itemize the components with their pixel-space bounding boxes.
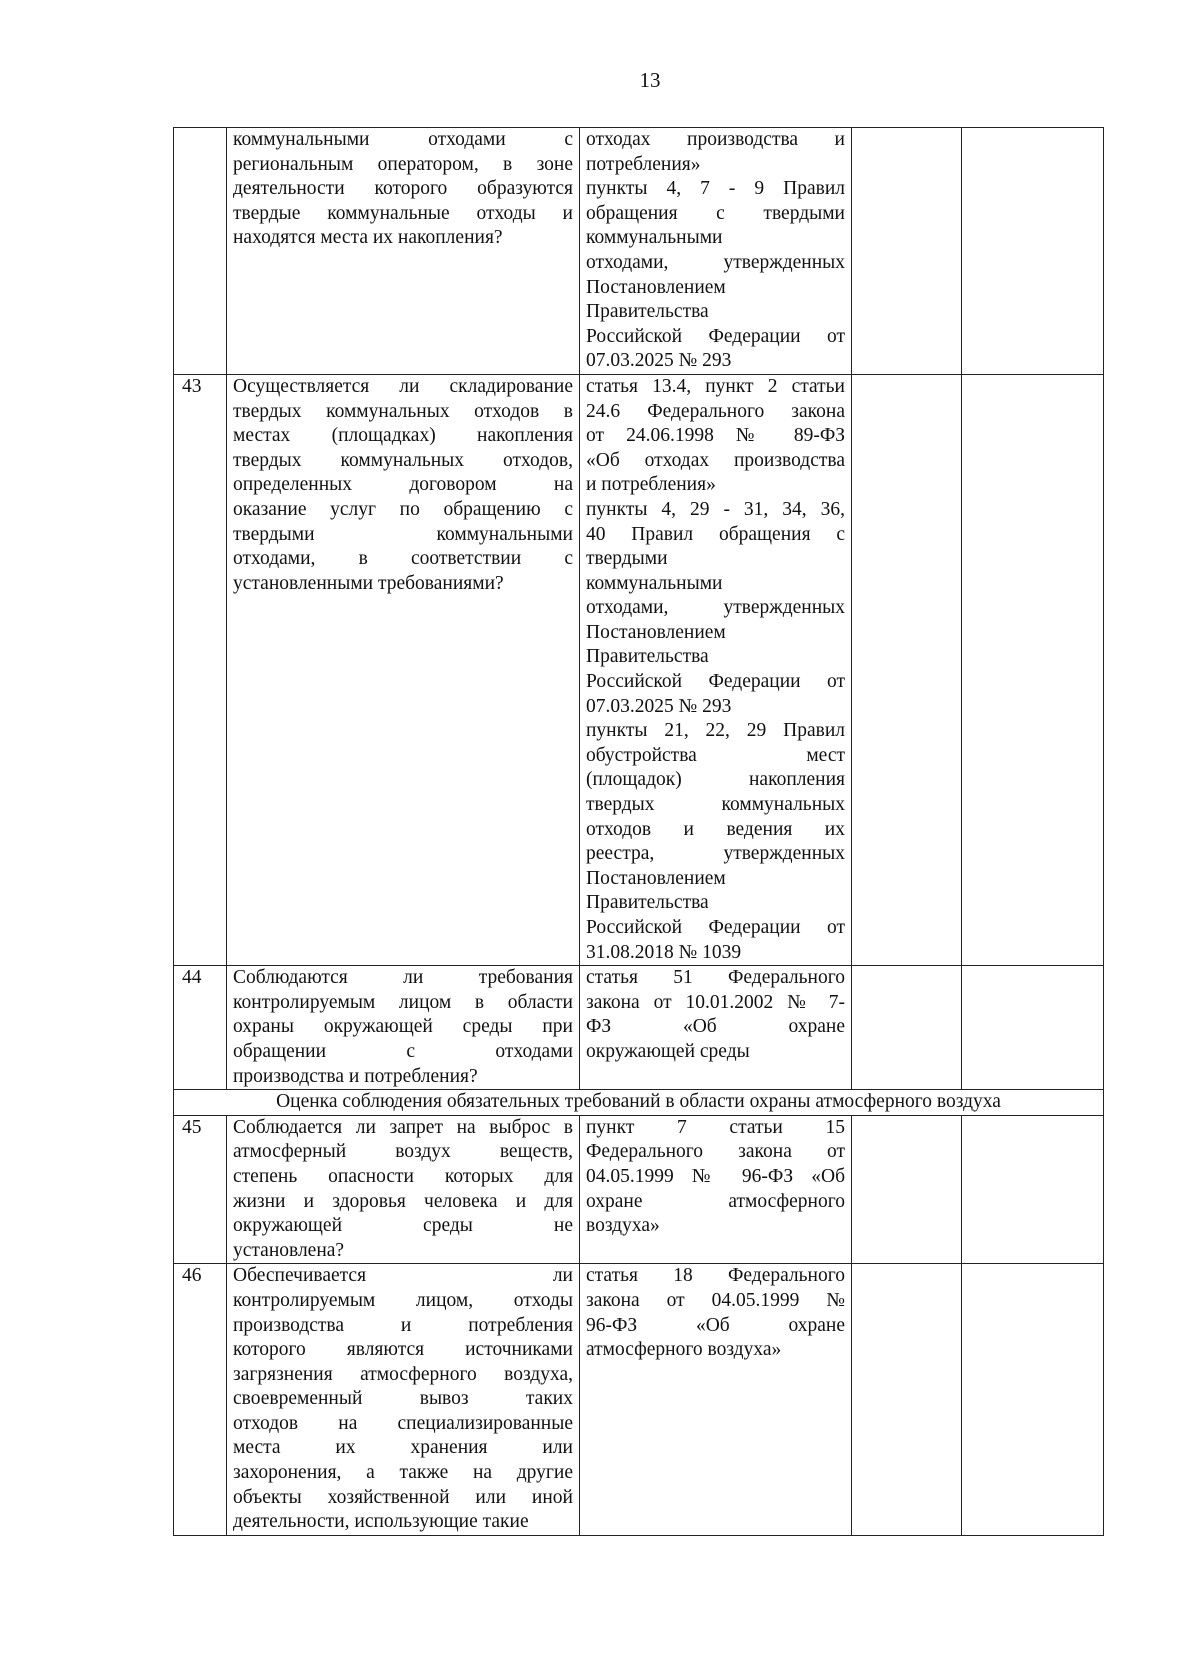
legal-reference <box>580 1115 852 1264</box>
reference-line: 96-ФЗ «Об охране <box>586 1314 845 1336</box>
legal-reference <box>580 374 852 965</box>
reference-line: Постановлением <box>586 867 726 889</box>
question-line: места их хранения или <box>233 1437 573 1459</box>
reference-line: (площадок) накопления <box>586 769 845 791</box>
legal-reference <box>580 128 852 375</box>
reference-line: Правительства <box>586 646 709 668</box>
question-line: деятельности, использующие такие <box>233 1511 529 1533</box>
reference-line: пункты 4, 29 - 31, 34, 36, <box>586 498 845 520</box>
section-header-body <box>174 1090 1104 1116</box>
answer-cell[interactable] <box>852 374 962 965</box>
reference-line: статья 13.4, пункт 2 статьи <box>586 375 845 397</box>
question-line: определенных договором на <box>233 474 573 496</box>
question-line: своевременный вывоз таких <box>233 1388 573 1410</box>
question-line: производства и потребления <box>233 1314 573 1336</box>
reference-line: пункты 4, 7 - 9 Правил <box>586 178 845 200</box>
reference-line: статья 18 Федерального <box>586 1265 845 1287</box>
reference-line: отходами, утвержденных <box>586 597 845 619</box>
question-line: твердых коммунальных отходов в <box>233 400 573 422</box>
table-row <box>174 1264 1104 1536</box>
reference-line: Постановлением <box>586 621 726 643</box>
question-line: местах (площадках) накопления <box>233 425 573 447</box>
question-line: загрязнения атмосферного воздуха, <box>233 1363 573 1385</box>
note-cell[interactable] <box>962 1115 1104 1264</box>
reference-line: Правительства <box>586 892 709 914</box>
page-number: 13 <box>639 68 661 92</box>
row-number: 46 <box>174 1264 227 1536</box>
question-line: атмосферный воздух веществ, <box>233 1141 573 1163</box>
reference-line: Правительства <box>586 301 709 323</box>
reference-line: твердыми <box>586 548 668 570</box>
question-line: охраны окружающей среды при <box>233 1016 573 1038</box>
question-line: оказание услуг по обращению с <box>233 498 573 520</box>
reference-line: закона от 04.05.1999 № <box>586 1289 845 1311</box>
answer-cell[interactable] <box>852 1264 962 1536</box>
reference-line: 24.6 Федерального закона <box>586 400 845 422</box>
row-number: 45 <box>174 1115 227 1264</box>
question-line: твердые коммунальные отходы и <box>233 202 573 224</box>
reference-line: Федерального закона от <box>586 1141 845 1163</box>
question-line: контролируемым лицом в области <box>233 991 573 1013</box>
reference-line: обращения с твердыми <box>586 202 845 224</box>
question-line: установлена? <box>233 1239 345 1261</box>
note-cell[interactable] <box>962 128 1104 375</box>
question-line: Соблюдается ли запрет на выброс в <box>233 1116 573 1138</box>
reference-line: «Об отходах производства <box>586 449 845 471</box>
table-row <box>174 374 1104 965</box>
reference-line: отходов и ведения их <box>586 818 845 840</box>
question-line: отходами, в соответствии с <box>233 548 573 570</box>
reference-line: атмосферного воздуха» <box>586 1339 782 1361</box>
question-line: твердых коммунальных отходов, <box>233 449 573 471</box>
question-line: окружающей среды не <box>233 1215 573 1237</box>
reference-line: Российской Федерации от <box>586 325 845 347</box>
note-cell[interactable] <box>962 1264 1104 1536</box>
requirement-question <box>227 374 580 965</box>
legal-reference <box>580 966 852 1090</box>
question-line: объекты хозяйственной или иной <box>233 1486 573 1508</box>
reference-line: обустройства мест <box>586 744 845 766</box>
requirement-question <box>227 1115 580 1264</box>
reference-line: коммунальными <box>586 227 723 249</box>
checklist-table <box>173 127 1104 1536</box>
reference-line: Постановлением <box>586 276 726 298</box>
reference-line: потребления» <box>586 153 701 175</box>
reference-line: статья 51 Федерального <box>586 967 845 989</box>
question-line: региональным оператором, в зоне <box>233 153 573 175</box>
question-line: степень опасности которых для <box>233 1165 573 1187</box>
note-cell[interactable] <box>962 374 1104 965</box>
question-line: жизни и здоровья человека и для <box>233 1190 573 1212</box>
legal-reference <box>580 1264 852 1536</box>
checklist-body <box>174 128 1104 1090</box>
reference-line: реестра, утвержденных <box>586 843 845 865</box>
answer-cell[interactable] <box>852 966 962 1090</box>
reference-line: отходах производства и <box>586 129 845 150</box>
question-line: обращении с отходами <box>233 1040 573 1062</box>
question-line: контролируемым лицом, отходы <box>233 1289 573 1311</box>
reference-line: 07.03.2025 № 293 <box>586 350 732 372</box>
reference-line: ФЗ «Об охране <box>586 1016 845 1038</box>
question-line: отходов на специализированные <box>233 1412 573 1434</box>
question-line: коммунальными отходами с <box>233 129 573 150</box>
reference-line: от 24.06.1998 № 89-ФЗ <box>586 425 845 447</box>
reference-line: твердых коммунальных <box>586 794 845 816</box>
reference-line: Российской Федерации от <box>586 917 845 938</box>
reference-line: отходами, утвержденных <box>586 251 845 273</box>
reference-line: воздуха» <box>586 1215 660 1237</box>
requirement-question <box>227 1264 580 1536</box>
reference-line: коммунальными <box>586 572 723 594</box>
reference-line: 07.03.2025 № 293 <box>586 695 732 717</box>
section-title: Оценка соблюдения обязательных требований в области охраны атмосферного воздуха <box>174 1090 1104 1116</box>
reference-line: пункты 21, 22, 29 Правил <box>586 720 845 742</box>
checklist-body-air <box>174 1115 1104 1535</box>
reference-line: окружающей среды <box>586 1040 750 1062</box>
reference-line: и потребления» <box>586 474 716 496</box>
row-number: 43 <box>174 374 227 965</box>
reference-line: пункт 7 статьи 15 <box>586 1116 845 1138</box>
question-line: Осуществляется ли складирование <box>233 375 573 397</box>
reference-line: 31.08.2018 № 1039 <box>586 941 742 963</box>
reference-line: 40 Правил обращения с <box>586 523 845 545</box>
question-line: Соблюдаются ли требования <box>233 967 573 989</box>
reference-line: 04.05.1999 № 96-ФЗ «Об <box>586 1165 845 1187</box>
question-line: установленными требованиями? <box>233 572 504 594</box>
section-row <box>174 1090 1104 1116</box>
question-line: производства и потребления? <box>233 1065 478 1087</box>
reference-line: охране атмосферного <box>586 1190 845 1212</box>
question-line: находятся места их накопления? <box>233 227 503 249</box>
question-line: которого являются источниками <box>233 1339 573 1361</box>
table-row <box>174 966 1104 1090</box>
question-line: деятельности которого образуются <box>233 178 573 200</box>
question-line: твердыми коммунальными <box>233 523 573 545</box>
table-row <box>174 128 1104 375</box>
reference-line: закона от 10.01.2002 № 7- <box>586 991 845 1013</box>
question-line: захоронения, а также на другие <box>233 1462 573 1484</box>
row-number <box>174 128 227 375</box>
answer-cell[interactable] <box>852 1115 962 1264</box>
requirement-question <box>227 966 580 1090</box>
note-cell[interactable] <box>962 966 1104 1090</box>
requirement-question <box>227 128 580 375</box>
reference-line: Российской Федерации от <box>586 671 845 693</box>
row-number: 44 <box>174 966 227 1090</box>
table-row <box>174 1115 1104 1264</box>
question-line: Обеспечивается ли <box>233 1265 573 1287</box>
answer-cell[interactable] <box>852 128 962 375</box>
